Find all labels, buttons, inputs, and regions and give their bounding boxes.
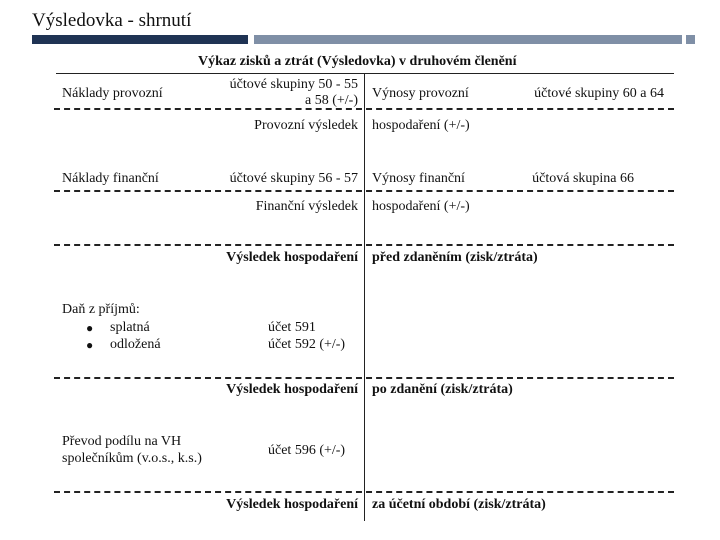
operating-costs-accounts-line2: a 58 (+/-) [305,93,358,108]
top-rule [56,73,674,74]
financial-revenues-label: Výnosy finanční [372,171,465,186]
table-heading: Výkaz zisků a ztrát (Výsledovka) v druhovém členění [198,54,517,69]
operating-revenues-accounts: účtové skupiny 60 a 64 [534,86,664,101]
title-bar-light [254,35,682,44]
transfer-account: účet 596 (+/-) [268,443,346,458]
operating-costs-label: Náklady provozní [62,86,163,101]
period-result-right: za účetní období (zisk/ztráta) [372,497,546,512]
financial-revenues-accounts: účtová skupina 66 [532,171,634,186]
period-result-left: Výsledek hospodaření [226,497,358,512]
dashed-separator [54,190,674,192]
before-tax-left: Výsledek hospodaření [226,250,358,265]
bullet-icon: ● [86,338,94,352]
center-divider [364,73,365,521]
after-tax-right: po zdanění (zisk/ztráta) [372,382,513,397]
income-tax-item-account: účet 591 [268,320,316,335]
income-tax-item-label: odložená [110,337,161,352]
operating-result-left: Provozní výsledek [254,118,358,133]
before-tax-right: před zdaněním (zisk/ztráta) [372,250,538,265]
financial-costs-label: Náklady finanční [62,171,159,186]
operating-revenues-label: Výnosy provozní [372,86,469,101]
transfer-label-line1: Převod podílu na VH [62,434,182,449]
transfer-label-line2: společníkům (v.o.s., k.s.) [62,451,202,466]
financial-result-left: Finanční výsledek [255,199,358,214]
operating-costs-accounts-line1: účtové skupiny 50 - 55 [229,77,358,92]
income-tax-item-account: účet 592 (+/-) [268,337,346,352]
slide-title: Výsledovka - shrnutí [32,10,192,31]
income-tax-label: Daň z příjmů: [62,302,140,317]
financial-result-right: hospodaření (+/-) [372,199,470,214]
after-tax-left: Výsledek hospodaření [226,382,358,397]
operating-result-right: hospodaření (+/-) [372,118,470,133]
dashed-separator [54,108,674,110]
title-bar-dark [32,35,248,44]
title-bar-square [686,35,695,44]
income-tax-item-label: splatná [110,320,150,335]
financial-costs-accounts: účtové skupiny 56 - 57 [229,171,358,186]
dashed-separator [54,244,674,246]
bullet-icon: ● [86,321,94,335]
dashed-separator [54,491,674,493]
dashed-separator [54,377,674,379]
